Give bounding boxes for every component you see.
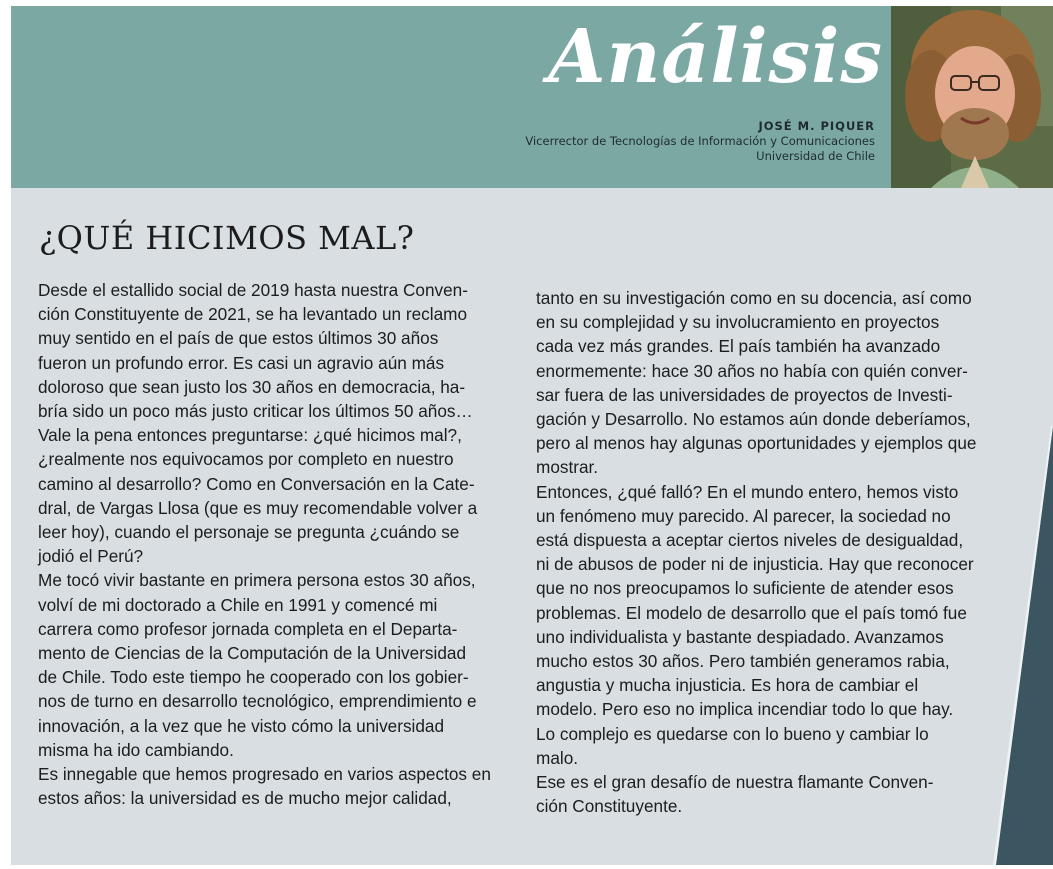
- text-line: gación y Desarrollo. No estamos aún donde deberíamos,: [536, 409, 971, 430]
- text-line: de Chile. Todo este tiempo he cooperado con los gobier-: [38, 667, 469, 688]
- text-line: Ese es el gran desafío de nuestra flamante Conven-: [536, 772, 934, 793]
- text-line: mento de Ciencias de la Computación de la Universidad: [38, 643, 467, 664]
- text-line: Me tocó vivir bastante en primera persona estos 30 años,: [38, 570, 476, 591]
- author-role: Vicerrector de Tecnologías de Información y Comunicaciones: [525, 134, 875, 148]
- byline: [525, 118, 875, 164]
- text-line: angustia y mucha injusticia. Es hora de cambiar el: [536, 675, 919, 696]
- text-line: uno individualista y bastante despiadado. Avanzamos: [536, 626, 944, 647]
- text-line: enormemente: hace 30 años no había con quién conver-: [536, 360, 968, 381]
- text-line: en su complejidad y su involucramiento en proyectos: [536, 312, 940, 333]
- text-line: estos años: la universidad es de mucho mejor calidad,: [38, 788, 452, 809]
- text-line: sar fuera de las universidades de proyectos de Investi-: [536, 384, 953, 405]
- text-line: tanto en su investigación como en su docencia, así como: [536, 288, 972, 308]
- text-line: misma ha ido cambiando.: [38, 739, 234, 760]
- text-line: camino al desarrollo? Como en Conversación en la Cate-: [38, 473, 475, 494]
- text-line: Entonces, ¿qué falló? En el mundo entero, hemos visto: [536, 481, 959, 502]
- text-line: ¿realmente nos equivocamos por completo en nuestro: [38, 449, 454, 470]
- text-line: modelo. Pero eso no implica incendiar todo lo que hay.: [536, 699, 954, 720]
- section-title: Análisis: [548, 14, 883, 100]
- text-line: que no nos preocupamos lo suficiente de atender esos: [536, 578, 954, 599]
- text-line: muy sentido en el país de que estos últimos 30 años: [38, 328, 439, 349]
- text-line: fueron un profundo error. Es casi un agravio aún más: [38, 352, 445, 373]
- text-line: dral, de Vargas Llosa (que es muy recomendable volver a: [38, 497, 478, 518]
- text-line: cada vez más grandes. El país también ha avanzado: [536, 336, 941, 357]
- text-line: carrera como profesor jornada completa en el Departa-: [38, 618, 458, 639]
- text-line: malo.: [536, 747, 579, 768]
- headline: ¿QUÉ HICIMOS MAL?: [39, 219, 415, 257]
- text-line: ción Constituyente.: [536, 796, 683, 817]
- text-line: Es innegable que hemos progresado en varios aspectos en: [38, 764, 491, 785]
- text-line: Vale la pena entonces preguntarse: ¿qué hicimos mal?,: [38, 425, 462, 446]
- text-line: pero al menos hay algunas oportunidades y ejemplos que: [536, 433, 977, 454]
- author-name: JOSÉ M. PIQUER: [758, 119, 875, 133]
- text-line: Desde el estallido social de 2019 hasta nuestra Conven-: [38, 280, 468, 300]
- text-line: doloroso que sean justo los 30 años en democracia, ha-: [38, 376, 466, 397]
- right-column: [536, 286, 976, 818]
- text-line: ni de abusos de poder ni de injusticia. Hay que reconocer: [536, 554, 974, 575]
- text-line: problemas. El modelo de desarrollo que el país tomó fue: [536, 602, 967, 623]
- left-column: [38, 278, 508, 810]
- text-line: mucho estos 30 años. Pero también generamos rabia,: [536, 651, 950, 672]
- text-line: un fenómeno muy parecido. Al parecer, la sociedad no: [536, 505, 951, 526]
- text-line: bría sido un poco más justo criticar los últimos 50 años…: [38, 401, 473, 422]
- text-line: innovación, a la vez que he visto cómo la universidad: [38, 715, 445, 736]
- text-line: mostrar.: [536, 457, 599, 478]
- section-header: [11, 6, 1053, 188]
- text-line: está dispuesta a aceptar ciertos niveles de desigualdad,: [536, 530, 964, 551]
- text-line: nos de turno en desarrollo tecnológico, emprendimiento e: [38, 691, 477, 712]
- text-line: ción Constituyente de 2021, se ha levantado un reclamo: [38, 304, 468, 325]
- portrait-illustration: [891, 6, 1053, 188]
- author-portrait: [891, 6, 1053, 188]
- text-line: Lo complejo es quedarse con lo bueno y cambiar lo: [536, 723, 929, 744]
- text-line: jodió el Perú?: [38, 546, 144, 567]
- author-affiliation: Universidad de Chile: [756, 149, 875, 163]
- text-line: leer hoy), cuando el personaje se pregunta ¿cuándo se: [38, 522, 460, 543]
- article-clipping: [11, 6, 1053, 865]
- text-line: volví de mi doctorado a Chile en 1991 y comencé mi: [38, 594, 438, 615]
